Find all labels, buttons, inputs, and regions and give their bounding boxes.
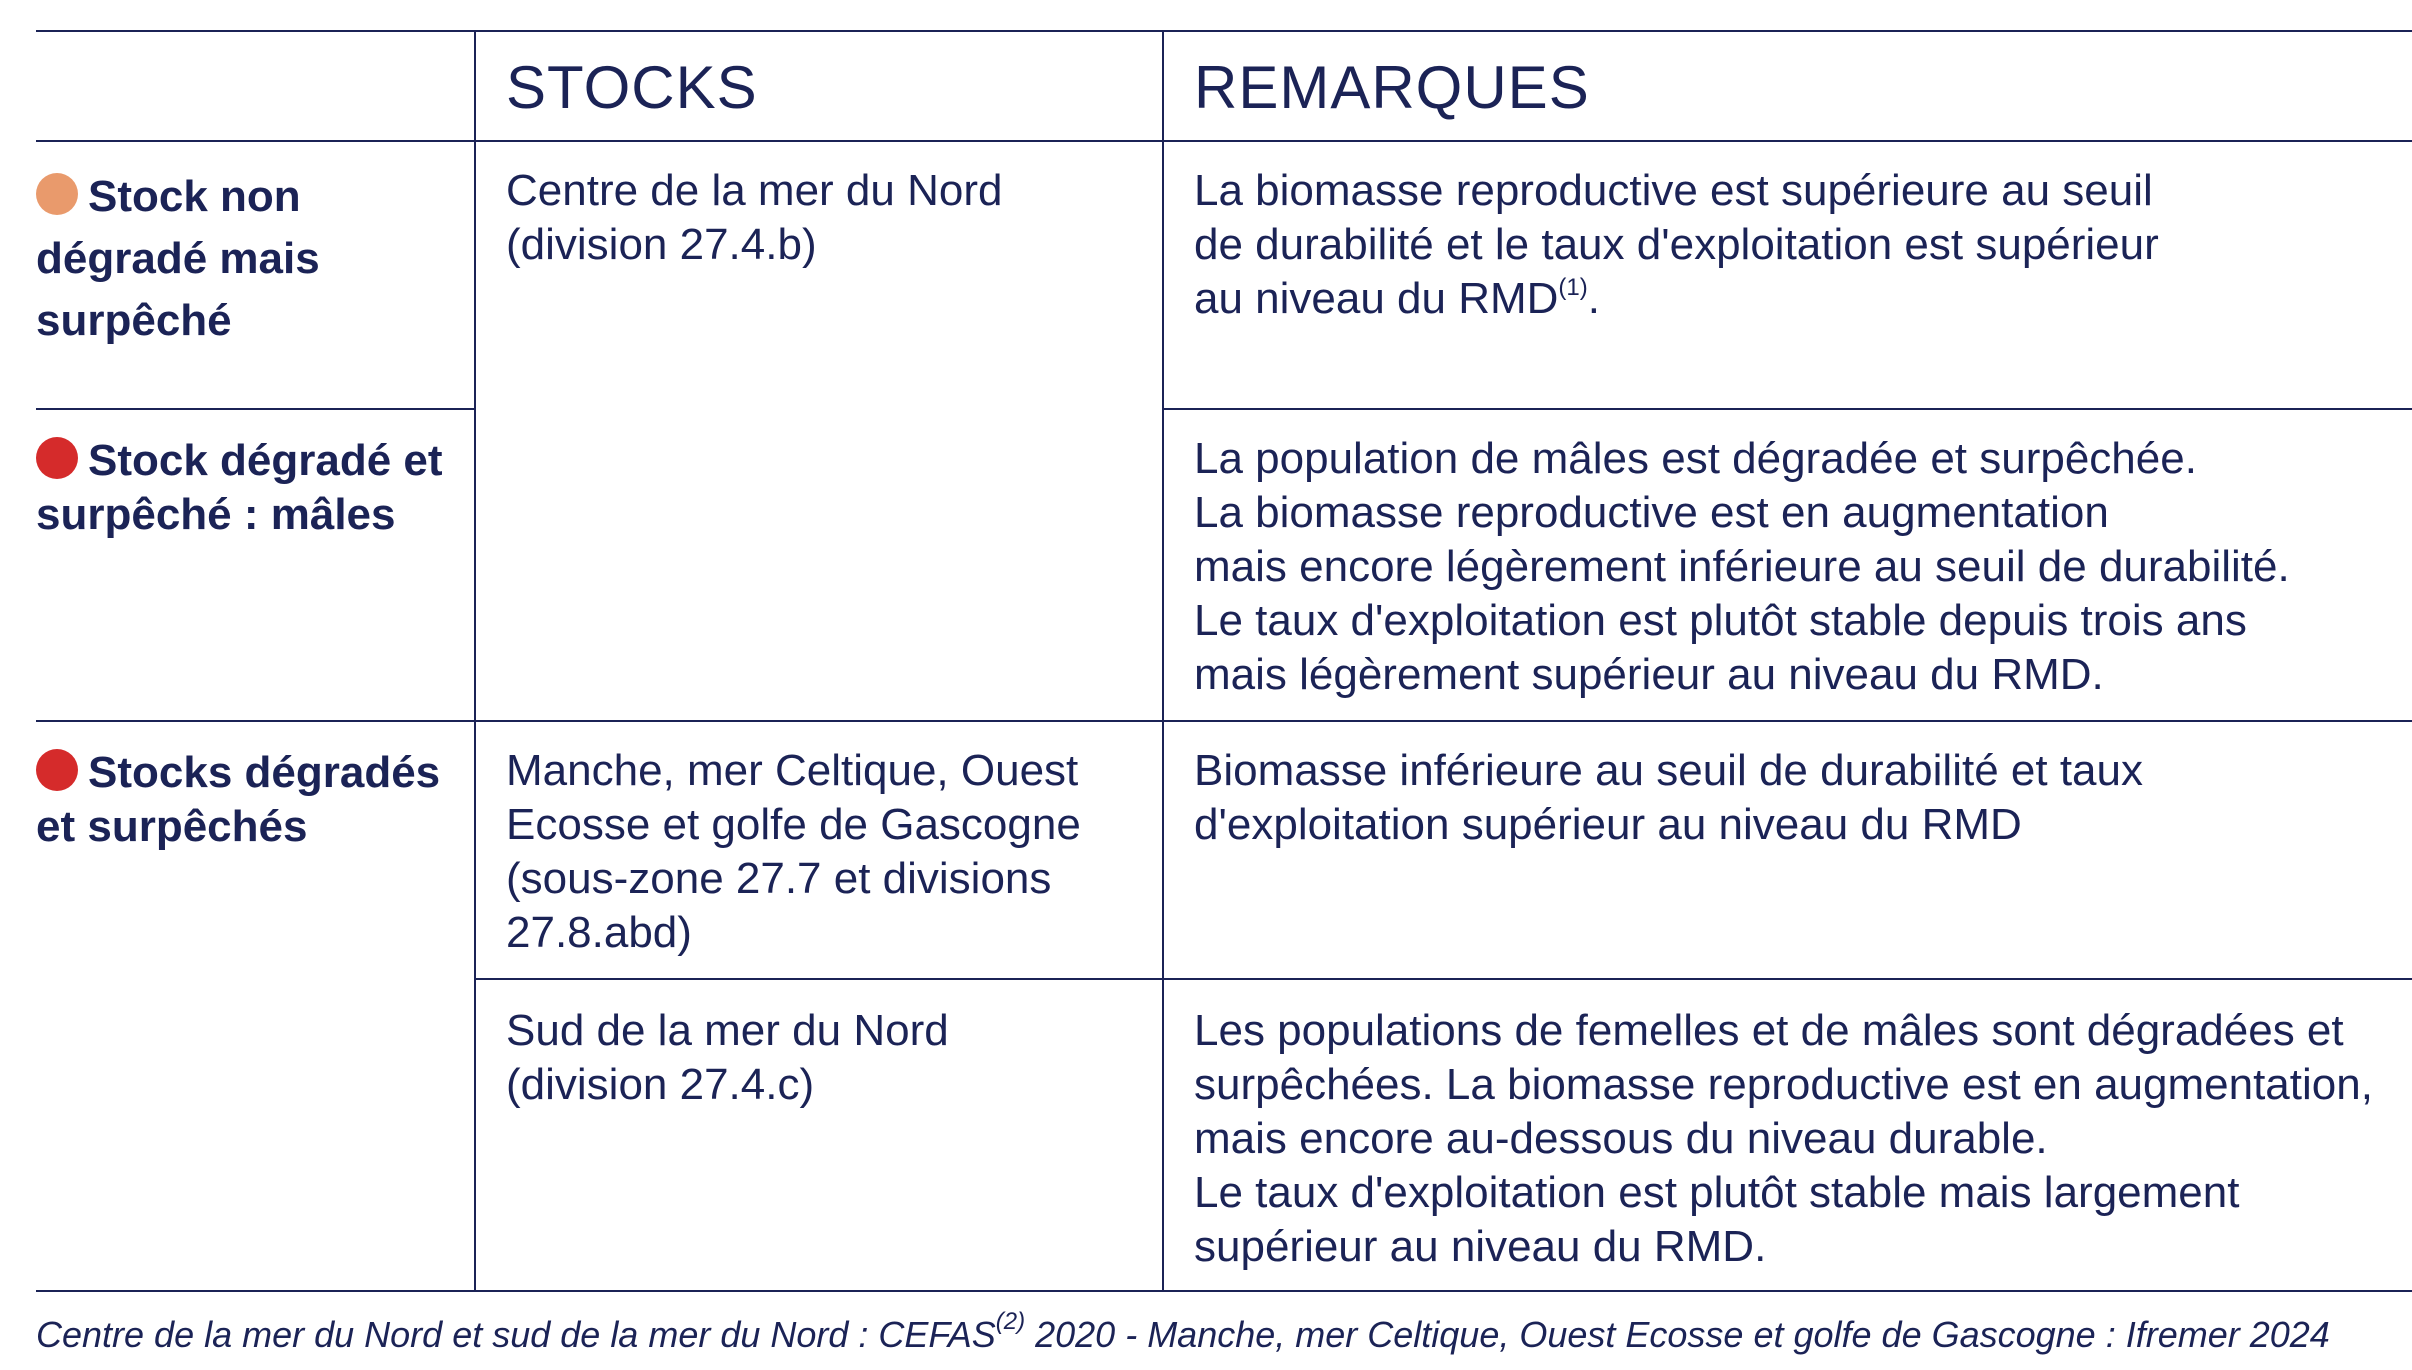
rule-bottom (36, 1290, 2412, 1292)
red-status-dot-icon (36, 437, 78, 479)
status-label: Stocks dégradés et surpêchés (36, 748, 441, 851)
remark-cell: La biomasse reproductive est supérieure au seuil de durabilité et le taux d'exploitation est supérieur au niveau du RMD$^{(1)}$. (1194, 166, 2159, 323)
remark-cell: Les populations de femelles et de mâles sont dégradées et surpêchées. La biomasse reproductive est en augmentation, mais encore au-dessous du niveau durable. Le taux d'exploitation est plutôt stable mais largement supérieur au niveau du RMD. (1194, 1006, 2373, 1271)
rule-row3 (476, 978, 2412, 980)
stock-cell: Centre de la mer du Nord (division 27.4.b) (506, 166, 1003, 269)
rule-row1-status (36, 408, 476, 410)
rule-top (36, 30, 2412, 32)
header-remarks: REMARQUES (1194, 54, 1590, 121)
stock-cell: Sud de la mer du Nord (division 27.4.c) (506, 1006, 949, 1109)
footnote-ref: (1) (1558, 274, 1588, 301)
status-label: Stock non dégradé mais surpêché (36, 172, 320, 345)
remark-cell: La population de mâles est dégradée et surpêchée. La biomasse reproductive est en augmentation mais encore légèrement inférieure au seuil de durabilité. Le taux d'exploitation est plutôt stable depuis trois ans mais légèrement supérieur au niveau du RMD. (1194, 434, 2290, 699)
remark-cell: Biomasse inférieure au seuil de durabilité et taux d'exploitation supérieur au niveau du RMD (1194, 746, 2143, 849)
header-stocks: STOCKS (506, 54, 758, 121)
source-footnote: Centre de la mer du Nord et sud de la mer du Nord : CEFAS$^{(2)}$ 2020 - Manche, mer Celtique, Ouest Ecosse et golfe de Gascogne : Ifremer 2024 (36, 1308, 2330, 1355)
orange-status-dot-icon (36, 173, 78, 215)
status-label: Stock dégradé et surpêché : mâles (36, 436, 443, 539)
rule-col2 (1162, 30, 1164, 1292)
rule-row2 (36, 720, 2412, 722)
rule-col1 (474, 30, 476, 1292)
stock-cell: Manche, mer Celtique, Ouest Ecosse et golfe de Gascogne (sous-zone 27.7 et divisions 27.8.abd) (506, 746, 1081, 957)
red-status-dot-icon (36, 749, 78, 791)
footnote-ref: (2) (995, 1308, 1026, 1335)
rule-header (36, 140, 2412, 142)
rule-row1-remark (1164, 408, 2412, 410)
